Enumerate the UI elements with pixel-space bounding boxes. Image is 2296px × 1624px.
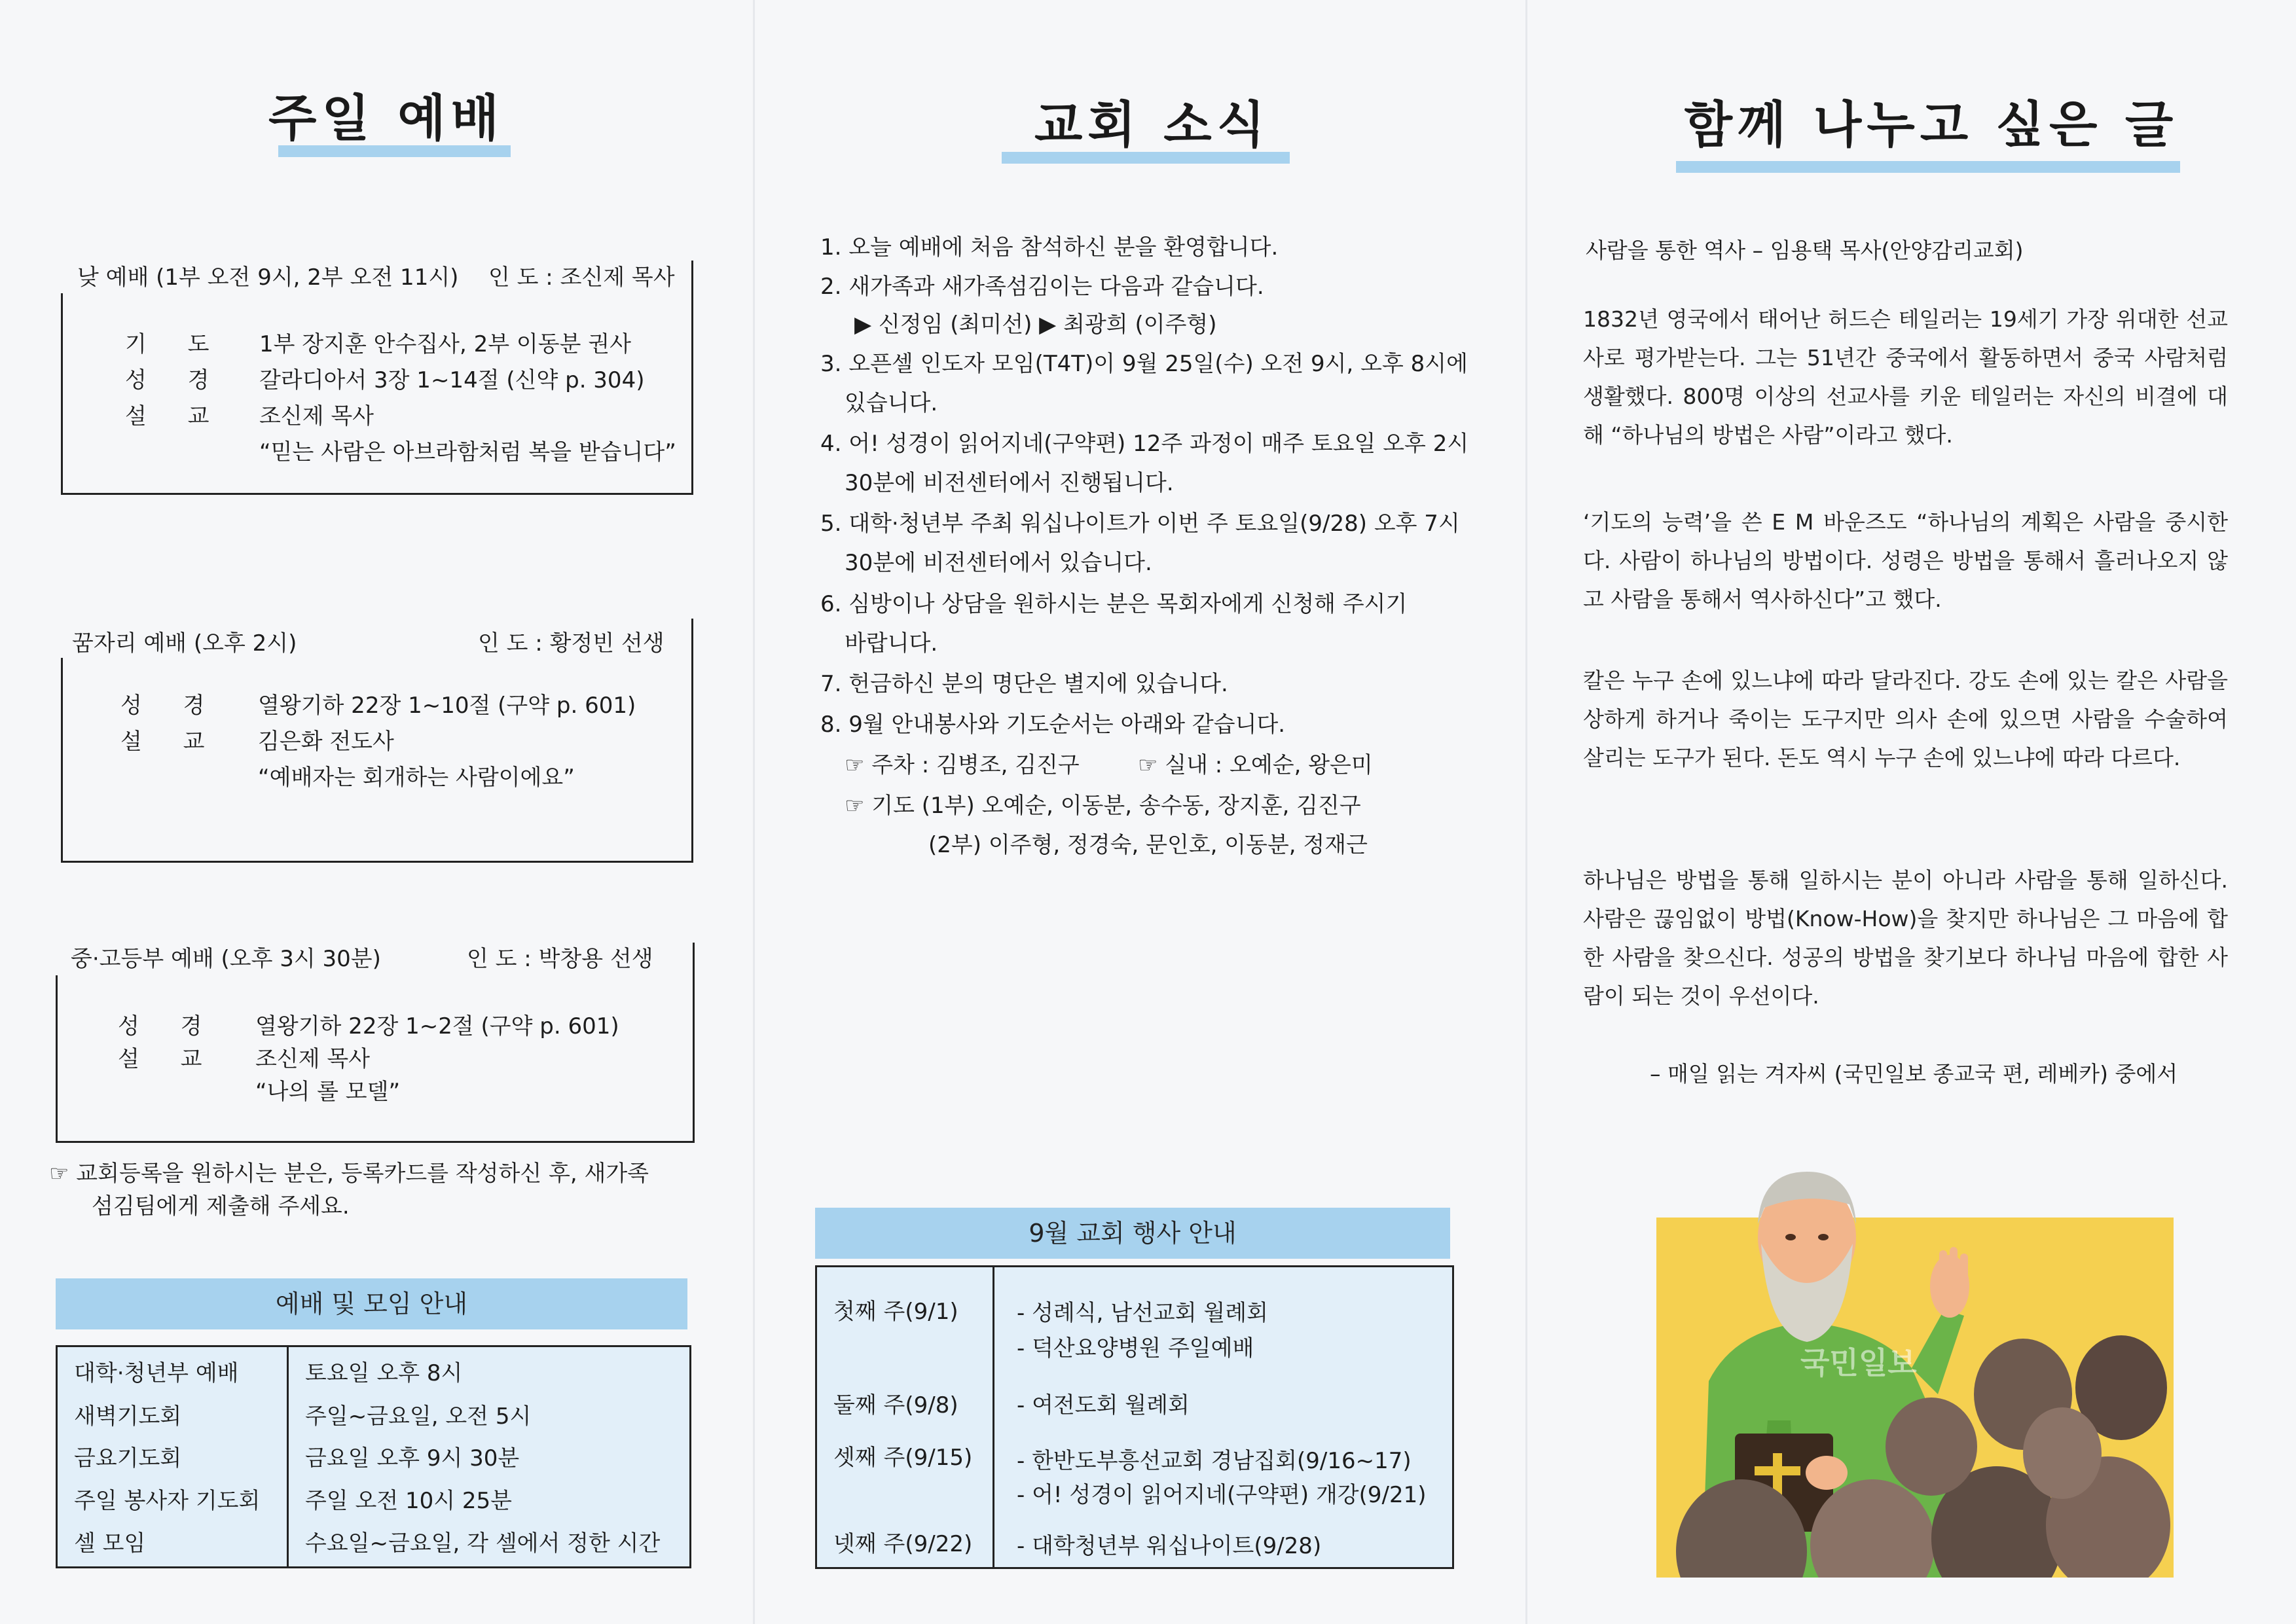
news-item: 바랍니다. bbox=[845, 630, 938, 657]
meeting-time: 주일 오전 10시 25분 bbox=[305, 1488, 513, 1514]
event-item: - 대학청년부 워십나이트(9/28) bbox=[1017, 1533, 1322, 1559]
article-paragraph: 1832년 영국에서 태어난 허드슨 테일러는 19세기 가장 위대한 선교사로 평가받는다. 그는 51년간 중국에서 활동하면서 중국 사람처럼 생활했다. 800명 이상의 선교사를 키운 테일러는 자신의 비결에 대해 “하나님의 방법은 사람”이라고 했다. bbox=[1583, 306, 2228, 448]
news-item: 4. 어! 성경이 읽어지네(구약편) 12주 과정이 매주 토요일 오후 2시 bbox=[820, 431, 1469, 457]
news-item: 있습니다. bbox=[845, 390, 938, 416]
heading-underline bbox=[1676, 161, 2180, 173]
afternoon-service-leader: 인 도 : 황정빈 선생 bbox=[478, 630, 665, 657]
row-value: 김은화 전도사 bbox=[258, 729, 394, 755]
morning-service-leader: 인 도 : 조신제 목사 bbox=[488, 264, 675, 291]
event-item: - 한반도부흥선교회 경남집회(9/16~17) bbox=[1017, 1448, 1412, 1474]
article-paragraph: 하나님은 방법을 통해 일하시는 분이 아니라 사람을 통해 일하신다. 사람은 끊임없이 방법(Know-How)을 찾지만 하나님은 그 마음에 합한 사람을 찾으신다. 성공의 방법을 찾기보다 하나님 마음에 합한 사람이 되는 것이 우선이다. bbox=[1583, 867, 2228, 1009]
register-note-line2: 섬김팀에게 제출해 주세요. bbox=[92, 1193, 350, 1219]
news-item: (2부) 이주형, 정경숙, 문인호, 이동분, 정재근 bbox=[928, 832, 1368, 858]
meeting-name: 셀 모임 bbox=[74, 1530, 146, 1557]
event-item: - 성례식, 남선교회 월례회 bbox=[1017, 1300, 1268, 1326]
sermon-title: “예배자는 회개하는 사람이에요” bbox=[258, 765, 575, 791]
sermon-title: “나의 롤 모델” bbox=[255, 1079, 401, 1105]
meeting-time: 토요일 오후 8시 bbox=[305, 1360, 463, 1386]
row-value: 1부 장지훈 안수집사, 2부 이동분 권사 bbox=[259, 331, 631, 357]
row-value: 조신제 목사 bbox=[255, 1046, 371, 1072]
row-value: 열왕기하 22장 1~10절 (구약 p. 601) bbox=[258, 693, 636, 719]
meetings-table bbox=[56, 1345, 691, 1568]
article-paragraph: 칼은 누구 손에 있느냐에 따라 달라진다. 강도 손에 있는 칼은 사람을 상하게 하거나 죽이는 도구지만 의사 손에 있으면 사람을 수술하여 살리는 도구가 된다. 돈도 역시 누구 손에 있느냐에 따라 다르다. bbox=[1583, 668, 2228, 770]
meeting-name: 금요기도회 bbox=[74, 1445, 182, 1471]
youth-service-title: 중·고등부 예배 (오후 3시 30분) bbox=[71, 946, 381, 972]
column-divider bbox=[287, 1347, 289, 1566]
meeting-time: 수요일~금요일, 각 셀에서 정한 시간 bbox=[305, 1530, 661, 1557]
news-item: ☞ 기도 (1부) 오예순, 이동분, 송수동, 장지훈, 김진구 bbox=[845, 793, 1361, 819]
news-item: 30분에 비전센터에서 있습니다. bbox=[845, 550, 1152, 576]
event-week: 첫째 주(9/1) bbox=[833, 1299, 958, 1325]
row-label: 설 교 bbox=[118, 1046, 219, 1072]
fold-line-right bbox=[1525, 0, 1527, 1624]
row-label: 기 도 bbox=[125, 331, 227, 357]
box-edge bbox=[693, 943, 695, 975]
missionary-illustration bbox=[1656, 1146, 2174, 1578]
morning-service-head bbox=[77, 259, 686, 291]
youth-service-box bbox=[56, 975, 695, 1143]
row-label: 설 교 bbox=[125, 403, 227, 429]
article-paragraph: ‘기도의 능력’을 쓴 E M 바운즈도 “하나님의 계획은 사람을 중시한다. 사람이 하나님의 방법이다. 성령은 방법을 통해서 흘러나오지 않고 사람을 통해서 역사하신다”고 했다. bbox=[1583, 509, 2228, 612]
heading-text: 교회 소식 bbox=[1034, 96, 1271, 154]
sharing-heading bbox=[1676, 85, 2187, 156]
news-item: ▶ 신정임 (최미선) ▶ 최광희 (이주형) bbox=[854, 312, 1217, 338]
news-item: 30분에 비전센터에서 진행됩니다. bbox=[845, 470, 1174, 496]
row-label: 성 경 bbox=[120, 693, 222, 719]
news-item: 1. 오늘 예배에 처음 참석하신 분을 환영합니다. bbox=[820, 234, 1279, 261]
afternoon-service-box bbox=[61, 658, 693, 863]
news-item: 8. 9월 안내봉사와 기도순서는 아래와 같습니다. bbox=[820, 712, 1286, 738]
box-edge bbox=[691, 261, 693, 293]
row-value: 갈라디아서 3장 1~14절 (신약 p. 304) bbox=[259, 367, 645, 393]
sermon-title: “믿는 사람은 아브라함처럼 복을 받습니다” bbox=[259, 439, 676, 465]
news-item: 3. 오픈셀 인도자 모임(T4T)이 9월 25일(수) 오전 9시, 오후 8시에 bbox=[820, 351, 1468, 377]
news-item: 5. 대학·청년부 주최 워십나이트가 이번 주 토요일(9/28) 오후 7시 bbox=[820, 511, 1460, 537]
meeting-name: 대학·청년부 예배 bbox=[74, 1360, 239, 1386]
event-week: 셋째 주(9/15) bbox=[833, 1445, 973, 1471]
row-label: 성 경 bbox=[118, 1013, 219, 1039]
event-item: - 덕산요양병원 주일예배 bbox=[1017, 1335, 1254, 1362]
meeting-name: 새벽기도회 bbox=[74, 1403, 182, 1430]
heading-text: 함께 나누고 싶은 글 bbox=[1684, 96, 2179, 154]
news-item: ☞ 주차 : 김병조, 김진구 bbox=[845, 752, 1080, 778]
watermark-text: 국민일보 bbox=[1800, 1345, 1917, 1380]
row-value: 열왕기하 22장 1~2절 (구약 p. 601) bbox=[255, 1013, 619, 1039]
event-week: 넷째 주(9/22) bbox=[833, 1531, 973, 1557]
event-item: - 여전도회 월례회 bbox=[1017, 1392, 1190, 1418]
box-edge bbox=[691, 619, 693, 658]
row-value: 조신제 목사 bbox=[259, 403, 374, 429]
article-byline: 사람을 통한 역사 – 임용택 목사(안양감리교회) bbox=[1586, 238, 2024, 263]
meeting-time: 금요일 오후 9시 30분 bbox=[305, 1445, 520, 1471]
meeting-name: 주일 봉사자 기도회 bbox=[74, 1488, 261, 1514]
events-title: 9월 교회 행사 안내 bbox=[1029, 1219, 1237, 1248]
row-label: 설 교 bbox=[120, 729, 222, 755]
youth-service-leader: 인 도 : 박창용 선생 bbox=[467, 946, 653, 972]
news-item: 7. 헌금하신 분의 명단은 별지에 있습니다. bbox=[820, 671, 1228, 697]
register-note-line1: ☞ 교회등록을 원하시는 분은, 등록카드를 작성하신 후, 새가족 bbox=[49, 1161, 649, 1187]
meetings-band bbox=[56, 1278, 687, 1329]
sunday-worship-heading bbox=[249, 79, 524, 150]
event-week: 둘째 주(9/8) bbox=[833, 1392, 958, 1418]
news-item: 2. 새가족과 새가족섬김이는 다음과 같습니다. bbox=[820, 274, 1264, 300]
row-label: 성 경 bbox=[125, 367, 227, 393]
column-divider bbox=[993, 1267, 994, 1567]
afternoon-service-title: 꿈자리 예배 (오후 2시) bbox=[72, 630, 297, 657]
news-item: ☞ 실내 : 오예순, 왕은미 bbox=[1138, 752, 1373, 778]
youth-service-head bbox=[71, 941, 686, 973]
fold-line-left bbox=[753, 0, 755, 1624]
events-band bbox=[815, 1208, 1450, 1259]
heading-text: 주일 예배 bbox=[268, 89, 505, 147]
meeting-time: 주일~금요일, 오전 5시 bbox=[305, 1403, 532, 1430]
article-source: – 매일 읽는 겨자씨 (국민일보 종교국 편, 레베카) 중에서 bbox=[1650, 1061, 2178, 1087]
morning-service-box bbox=[61, 293, 693, 495]
afternoon-service-head bbox=[72, 625, 687, 657]
meetings-title: 예배 및 모임 안내 bbox=[275, 1290, 468, 1318]
morning-service-title: 낮 예배 (1부 오전 9시, 2부 오전 11시) bbox=[77, 264, 459, 291]
events-table bbox=[815, 1265, 1454, 1569]
church-news-heading bbox=[1002, 85, 1303, 156]
event-item: - 어! 성경이 읽어지네(구약편) 개강(9/21) bbox=[1017, 1482, 1427, 1508]
news-item: 6. 심방이나 상담을 원하시는 분은 목회자에게 신청해 주시기 bbox=[820, 591, 1408, 617]
